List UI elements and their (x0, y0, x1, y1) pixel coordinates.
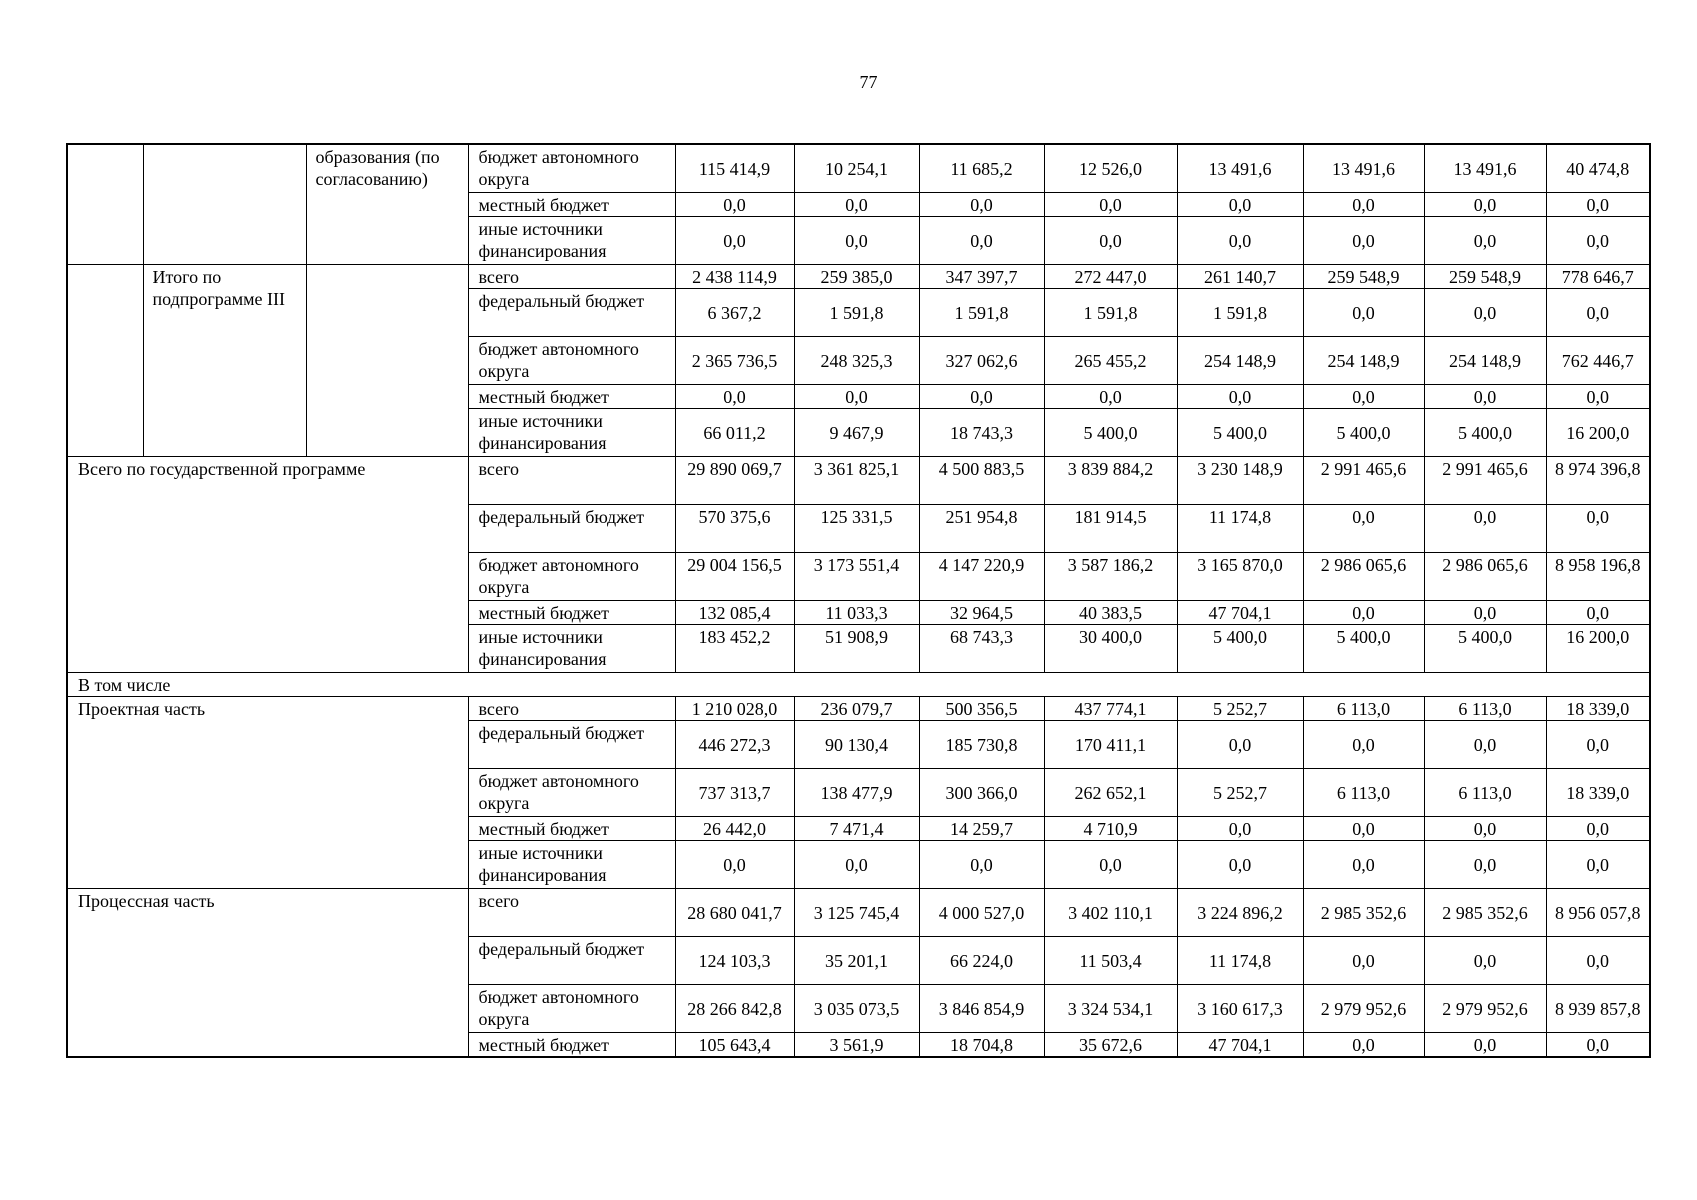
source-label: местный бюджет (468, 816, 675, 840)
value-cell: 327 062,6 (919, 336, 1044, 384)
value-cell: 8 958 196,8 (1546, 552, 1650, 600)
table-row (67, 696, 1650, 720)
value-cell: 4 147 220,9 (919, 552, 1044, 600)
value-cell: 8 974 396,8 (1546, 456, 1650, 504)
value-cell: 0,0 (1546, 216, 1650, 264)
value-cell: 2 985 352,6 (1424, 888, 1546, 936)
table-row (67, 456, 1650, 504)
value-cell: 3 846 854,9 (919, 984, 1044, 1032)
value-cell: 16 200,0 (1546, 624, 1650, 672)
value-cell: 0,0 (1424, 720, 1546, 768)
value-cell: 265 455,2 (1044, 336, 1177, 384)
value-cell: 132 085,4 (675, 600, 794, 624)
value-cell: 3 324 534,1 (1044, 984, 1177, 1032)
value-cell: 8 956 057,8 (1546, 888, 1650, 936)
value-cell: 68 743,3 (919, 624, 1044, 672)
value-cell: 3 224 896,2 (1177, 888, 1303, 936)
table-body (67, 144, 1650, 1057)
value-cell: 18 704,8 (919, 1032, 1044, 1057)
value-cell: 13 491,6 (1424, 144, 1546, 192)
value-cell: 125 331,5 (794, 504, 919, 552)
value-cell: 3 173 551,4 (794, 552, 919, 600)
value-cell: 13 491,6 (1303, 144, 1424, 192)
responsible-label: образования (по согласованию) (306, 144, 468, 264)
value-cell: 3 160 617,3 (1177, 984, 1303, 1032)
value-cell: 0,0 (1177, 840, 1303, 888)
source-label: всего (468, 456, 675, 504)
value-cell: 0,0 (1546, 192, 1650, 216)
value-cell: 11 033,3 (794, 600, 919, 624)
value-cell: 3 165 870,0 (1177, 552, 1303, 600)
value-cell: 0,0 (1546, 720, 1650, 768)
value-cell: 437 774,1 (1044, 696, 1177, 720)
source-label: всего (468, 264, 675, 288)
value-cell: 105 643,4 (675, 1032, 794, 1057)
value-cell: 0,0 (1546, 384, 1650, 408)
value-cell: 5 400,0 (1424, 624, 1546, 672)
value-cell: 18 339,0 (1546, 696, 1650, 720)
value-cell: 0,0 (794, 384, 919, 408)
value-cell: 7 471,4 (794, 816, 919, 840)
value-cell: 14 259,7 (919, 816, 1044, 840)
source-label: местный бюджет (468, 384, 675, 408)
value-cell: 0,0 (1303, 192, 1424, 216)
program-total-label: Всего по государственной программе (67, 456, 468, 672)
source-label: местный бюджет (468, 1032, 675, 1057)
source-label: иные источники финансирования (468, 624, 675, 672)
source-label: бюджет автономного округа (468, 768, 675, 816)
value-cell: 5 400,0 (1303, 408, 1424, 456)
value-cell: 47 704,1 (1177, 600, 1303, 624)
page-number: 77 (859, 72, 878, 92)
value-cell: 170 411,1 (1044, 720, 1177, 768)
value-cell: 272 447,0 (1044, 264, 1177, 288)
value-cell: 2 986 065,6 (1424, 552, 1546, 600)
value-cell: 446 272,3 (675, 720, 794, 768)
value-cell: 0,0 (1303, 288, 1424, 336)
source-label: всего (468, 888, 675, 936)
value-cell: 0,0 (1424, 192, 1546, 216)
value-cell: 47 704,1 (1177, 1032, 1303, 1057)
value-cell: 0,0 (1424, 600, 1546, 624)
value-cell: 0,0 (675, 840, 794, 888)
value-cell: 0,0 (1044, 840, 1177, 888)
value-cell: 2 438 114,9 (675, 264, 794, 288)
value-cell: 51 908,9 (794, 624, 919, 672)
value-cell: 28 680 041,7 (675, 888, 794, 936)
value-cell: 13 491,6 (1177, 144, 1303, 192)
value-cell: 2 979 952,6 (1303, 984, 1424, 1032)
value-cell: 261 140,7 (1177, 264, 1303, 288)
source-label: иные источники финансирования (468, 216, 675, 264)
value-cell: 262 652,1 (1044, 768, 1177, 816)
value-cell: 0,0 (794, 216, 919, 264)
value-cell: 259 385,0 (794, 264, 919, 288)
value-cell: 259 548,9 (1303, 264, 1424, 288)
value-cell: 40 383,5 (1044, 600, 1177, 624)
value-cell: 10 254,1 (794, 144, 919, 192)
value-cell: 254 148,9 (1424, 336, 1546, 384)
value-cell: 0,0 (1177, 816, 1303, 840)
value-cell: 300 366,0 (919, 768, 1044, 816)
value-cell: 3 587 186,2 (1044, 552, 1177, 600)
empty-cell (67, 264, 143, 456)
source-label: местный бюджет (468, 192, 675, 216)
value-cell: 0,0 (919, 384, 1044, 408)
source-label: местный бюджет (468, 600, 675, 624)
value-cell: 259 548,9 (1424, 264, 1546, 288)
value-cell: 124 103,3 (675, 936, 794, 984)
value-cell: 0,0 (1424, 288, 1546, 336)
value-cell: 29 004 156,5 (675, 552, 794, 600)
value-cell: 0,0 (1424, 216, 1546, 264)
value-cell: 4 500 883,5 (919, 456, 1044, 504)
value-cell: 236 079,7 (794, 696, 919, 720)
value-cell: 40 474,8 (1546, 144, 1650, 192)
value-cell: 5 252,7 (1177, 768, 1303, 816)
value-cell: 2 986 065,6 (1303, 552, 1424, 600)
source-label: федеральный бюджет (468, 288, 675, 336)
including-label: В том числе (67, 672, 1650, 696)
value-cell: 28 266 842,8 (675, 984, 794, 1032)
value-cell: 2 985 352,6 (1303, 888, 1424, 936)
value-cell: 254 148,9 (1303, 336, 1424, 384)
value-cell: 0,0 (1303, 384, 1424, 408)
process-part-label: Процессная часть (67, 888, 468, 1057)
value-cell: 3 402 110,1 (1044, 888, 1177, 936)
value-cell: 5 400,0 (1177, 408, 1303, 456)
value-cell: 0,0 (1303, 840, 1424, 888)
value-cell: 0,0 (1177, 216, 1303, 264)
subprogram-total-label: Итого по подпрограмме III (143, 264, 306, 456)
value-cell: 778 646,7 (1546, 264, 1650, 288)
value-cell: 0,0 (1303, 1032, 1424, 1057)
value-cell: 4 000 527,0 (919, 888, 1044, 936)
value-cell: 2 991 465,6 (1424, 456, 1546, 504)
value-cell: 26 442,0 (675, 816, 794, 840)
value-cell: 8 939 857,8 (1546, 984, 1650, 1032)
value-cell: 30 400,0 (1044, 624, 1177, 672)
value-cell: 570 375,6 (675, 504, 794, 552)
value-cell: 0,0 (794, 192, 919, 216)
value-cell: 5 400,0 (1044, 408, 1177, 456)
value-cell: 35 201,1 (794, 936, 919, 984)
value-cell: 0,0 (1546, 816, 1650, 840)
value-cell: 5 400,0 (1424, 408, 1546, 456)
value-cell: 0,0 (1303, 936, 1424, 984)
value-cell: 9 467,9 (794, 408, 919, 456)
value-cell: 29 890 069,7 (675, 456, 794, 504)
value-cell: 0,0 (1424, 816, 1546, 840)
source-label: бюджет автономного округа (468, 552, 675, 600)
value-cell: 16 200,0 (1546, 408, 1650, 456)
value-cell: 0,0 (1424, 504, 1546, 552)
value-cell: 0,0 (1424, 1032, 1546, 1057)
empty-cell (306, 264, 468, 456)
value-cell: 1 210 028,0 (675, 696, 794, 720)
source-label: бюджет автономного округа (468, 984, 675, 1032)
value-cell: 0,0 (675, 384, 794, 408)
value-cell: 5 400,0 (1177, 624, 1303, 672)
value-cell: 6 113,0 (1424, 696, 1546, 720)
value-cell: 2 979 952,6 (1424, 984, 1546, 1032)
table-row (67, 672, 1650, 696)
value-cell: 0,0 (1424, 840, 1546, 888)
value-cell: 6 113,0 (1303, 696, 1424, 720)
value-cell: 0,0 (1424, 936, 1546, 984)
value-cell: 6 113,0 (1303, 768, 1424, 816)
value-cell: 11 503,4 (1044, 936, 1177, 984)
value-cell: 1 591,8 (919, 288, 1044, 336)
value-cell: 0,0 (919, 840, 1044, 888)
value-cell: 347 397,7 (919, 264, 1044, 288)
value-cell: 0,0 (1546, 504, 1650, 552)
table-row (67, 144, 1650, 192)
value-cell: 3 839 884,2 (1044, 456, 1177, 504)
value-cell: 0,0 (1177, 192, 1303, 216)
value-cell: 0,0 (675, 216, 794, 264)
source-label: федеральный бюджет (468, 936, 675, 984)
value-cell: 2 365 736,5 (675, 336, 794, 384)
source-label: бюджет автономного округа (468, 336, 675, 384)
value-cell: 11 174,8 (1177, 504, 1303, 552)
value-cell: 1 591,8 (794, 288, 919, 336)
value-cell: 11 174,8 (1177, 936, 1303, 984)
value-cell: 762 446,7 (1546, 336, 1650, 384)
source-label: всего (468, 696, 675, 720)
value-cell: 0,0 (919, 216, 1044, 264)
value-cell: 32 964,5 (919, 600, 1044, 624)
value-cell: 0,0 (1044, 384, 1177, 408)
value-cell: 0,0 (1424, 384, 1546, 408)
source-label: федеральный бюджет (468, 504, 675, 552)
value-cell: 0,0 (1044, 192, 1177, 216)
value-cell: 181 914,5 (1044, 504, 1177, 552)
value-cell: 11 685,2 (919, 144, 1044, 192)
value-cell: 185 730,8 (919, 720, 1044, 768)
value-cell: 251 954,8 (919, 504, 1044, 552)
table-row (67, 264, 1650, 288)
value-cell: 0,0 (1177, 384, 1303, 408)
source-label: бюджет автономного округа (468, 144, 675, 192)
value-cell: 138 477,9 (794, 768, 919, 816)
value-cell: 0,0 (1303, 216, 1424, 264)
value-cell: 0,0 (1044, 216, 1177, 264)
value-cell: 66 011,2 (675, 408, 794, 456)
value-cell: 248 325,3 (794, 336, 919, 384)
value-cell: 500 356,5 (919, 696, 1044, 720)
value-cell: 737 313,7 (675, 768, 794, 816)
value-cell: 0,0 (794, 840, 919, 888)
value-cell: 0,0 (1546, 600, 1650, 624)
empty-cell (143, 144, 306, 264)
value-cell: 3 230 148,9 (1177, 456, 1303, 504)
value-cell: 3 561,9 (794, 1032, 919, 1057)
value-cell: 0,0 (1546, 936, 1650, 984)
value-cell: 115 414,9 (675, 144, 794, 192)
value-cell: 18 743,3 (919, 408, 1044, 456)
value-cell: 0,0 (1546, 1032, 1650, 1057)
value-cell: 90 130,4 (794, 720, 919, 768)
value-cell: 0,0 (1546, 288, 1650, 336)
budget-table (66, 143, 1651, 1058)
value-cell: 2 991 465,6 (1303, 456, 1424, 504)
value-cell: 0,0 (1303, 720, 1424, 768)
empty-cell (67, 144, 143, 264)
value-cell: 0,0 (1177, 720, 1303, 768)
value-cell: 0,0 (919, 192, 1044, 216)
value-cell: 6 113,0 (1424, 768, 1546, 816)
value-cell: 3 361 825,1 (794, 456, 919, 504)
value-cell: 18 339,0 (1546, 768, 1650, 816)
value-cell: 66 224,0 (919, 936, 1044, 984)
value-cell: 35 672,6 (1044, 1032, 1177, 1057)
value-cell: 5 400,0 (1303, 624, 1424, 672)
value-cell: 5 252,7 (1177, 696, 1303, 720)
value-cell: 3 125 745,4 (794, 888, 919, 936)
value-cell: 0,0 (1303, 600, 1424, 624)
value-cell: 12 526,0 (1044, 144, 1177, 192)
value-cell: 254 148,9 (1177, 336, 1303, 384)
value-cell: 0,0 (1303, 504, 1424, 552)
value-cell: 4 710,9 (1044, 816, 1177, 840)
value-cell: 3 035 073,5 (794, 984, 919, 1032)
value-cell: 0,0 (1303, 816, 1424, 840)
value-cell: 1 591,8 (1177, 288, 1303, 336)
value-cell: 0,0 (1546, 840, 1650, 888)
value-cell: 6 367,2 (675, 288, 794, 336)
source-label: иные источники финансирования (468, 840, 675, 888)
source-label: федеральный бюджет (468, 720, 675, 768)
value-cell: 0,0 (675, 192, 794, 216)
value-cell: 183 452,2 (675, 624, 794, 672)
table-row (67, 888, 1650, 936)
project-part-label: Проектная часть (67, 696, 468, 888)
value-cell: 1 591,8 (1044, 288, 1177, 336)
source-label: иные источники финансирования (468, 408, 675, 456)
